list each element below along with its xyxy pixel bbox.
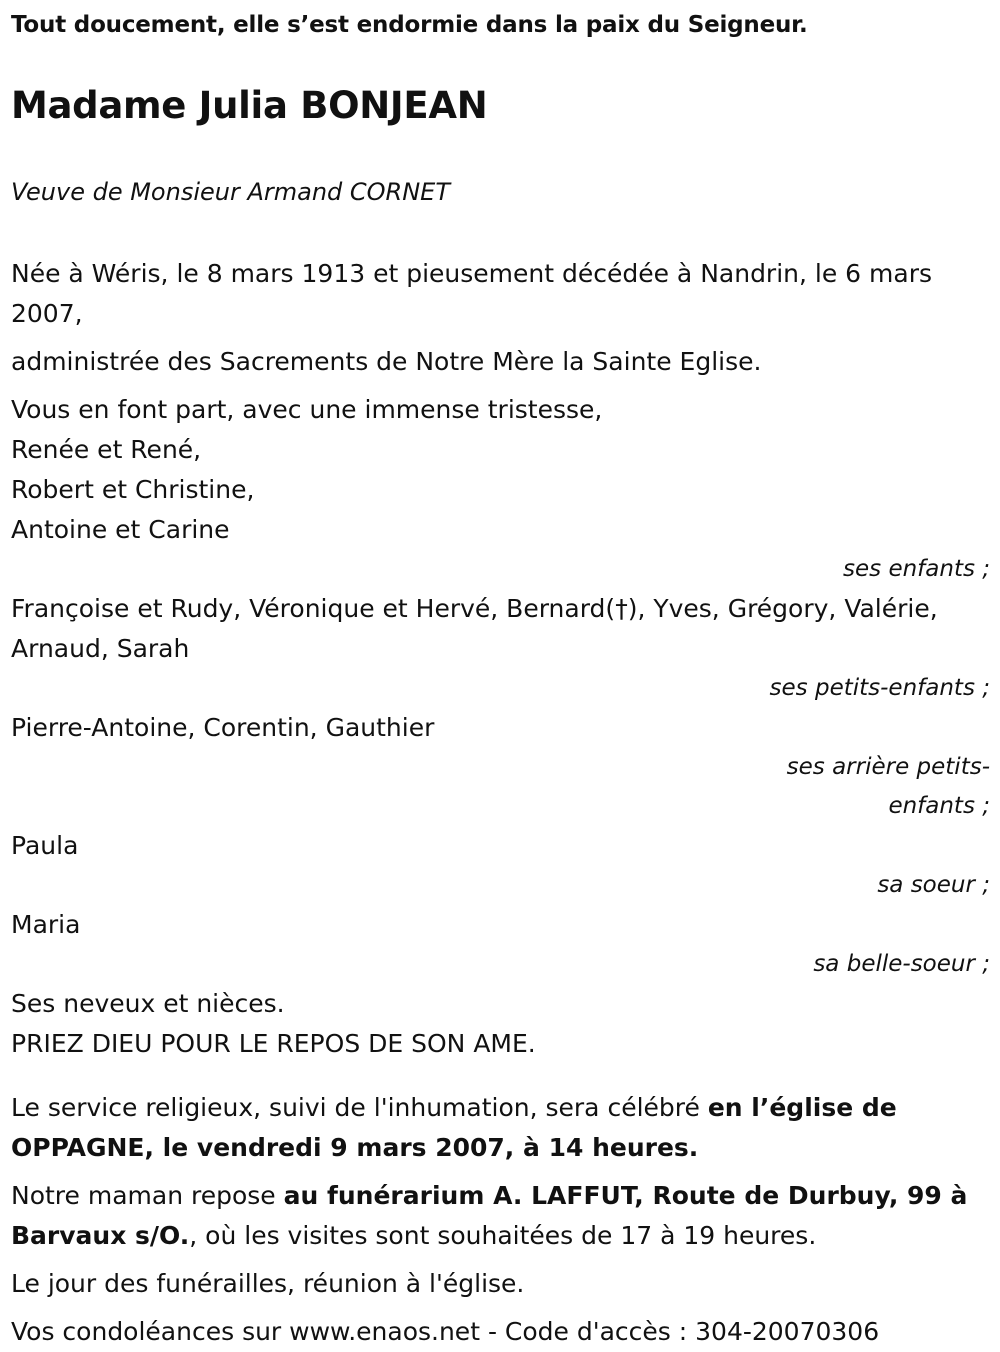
sister-label: sa soeur ;	[877, 872, 990, 898]
deceased-name: Madame Julia BONJEAN	[11, 84, 488, 127]
great-grandchildren-names: Pierre-Antoine, Corentin, Gauthier	[11, 713, 435, 742]
grandchildren-after-cross: ), Yves, Grégory, Valérie, Arnaud, Sarah	[11, 594, 938, 663]
visiting-hours: , où les visites sont souhaitées de 17 à 19 heures.	[189, 1221, 817, 1250]
widow-of-line: Veuve de Monsieur Armand CORNET	[11, 178, 451, 206]
children-item: Renée et René,	[11, 435, 202, 464]
prayer-line: PRIEZ DIEU POUR LE REPOS DE SON AME.	[11, 1029, 536, 1058]
children-label: ses enfants ;	[843, 556, 990, 582]
grandchildren-before-cross: Françoise et Rudy, Véronique et Hervé, Bernard(	[11, 594, 616, 623]
birth-death-line: Née à Wéris, le 8 mars 1913 et pieusement décédée à Nandrin, le 6 mars 2007,	[11, 259, 932, 328]
children-item: Antoine et Carine	[11, 515, 230, 544]
announce-line: Vous en font part, avec une immense tristesse,	[11, 395, 603, 424]
funeral-home-details: au funérarium A. LAFFUT, Route de Durbuy, 99 à Barvaux s/O.	[11, 1181, 968, 1250]
service-paragraph	[11, 1088, 990, 1168]
grandchildren-label: ses petits-enfants ;	[769, 675, 990, 701]
great-grandchildren-label: ses arrière petits-enfants ;	[786, 754, 990, 819]
service-intro: Le service religieux, suivi de l'inhumation, sera célébré	[11, 1093, 708, 1122]
grandchildren-names	[11, 589, 990, 669]
children-item: Robert et Christine,	[11, 475, 255, 504]
rest-paragraph	[11, 1176, 990, 1256]
intro-line: Tout doucement, elle s’est endormie dans la paix du Seigneur.	[11, 12, 808, 38]
sister-in-law-label: sa belle-soeur ;	[813, 951, 990, 977]
cross-icon: †	[615, 594, 628, 623]
sister-name: Paula	[11, 831, 79, 860]
sister-in-law-name: Maria	[11, 910, 81, 939]
sacraments-line: administrée des Sacrements de Notre Mère la Sainte Eglise.	[11, 347, 762, 376]
funeral-day-line: Le jour des funérailles, réunion à l'église.	[11, 1269, 525, 1298]
notice-body	[11, 254, 990, 1352]
nephews-line: Ses neveux et nièces.	[11, 989, 285, 1018]
condolences-line: Vos condoléances sur www.enaos.net - Code d'accès : 304-20070306	[11, 1317, 880, 1346]
service-details: en l’église de OPPAGNE, le vendredi 9 mars 2007, à 14 heures.	[11, 1093, 897, 1162]
rest-intro: Notre maman repose	[11, 1181, 284, 1210]
